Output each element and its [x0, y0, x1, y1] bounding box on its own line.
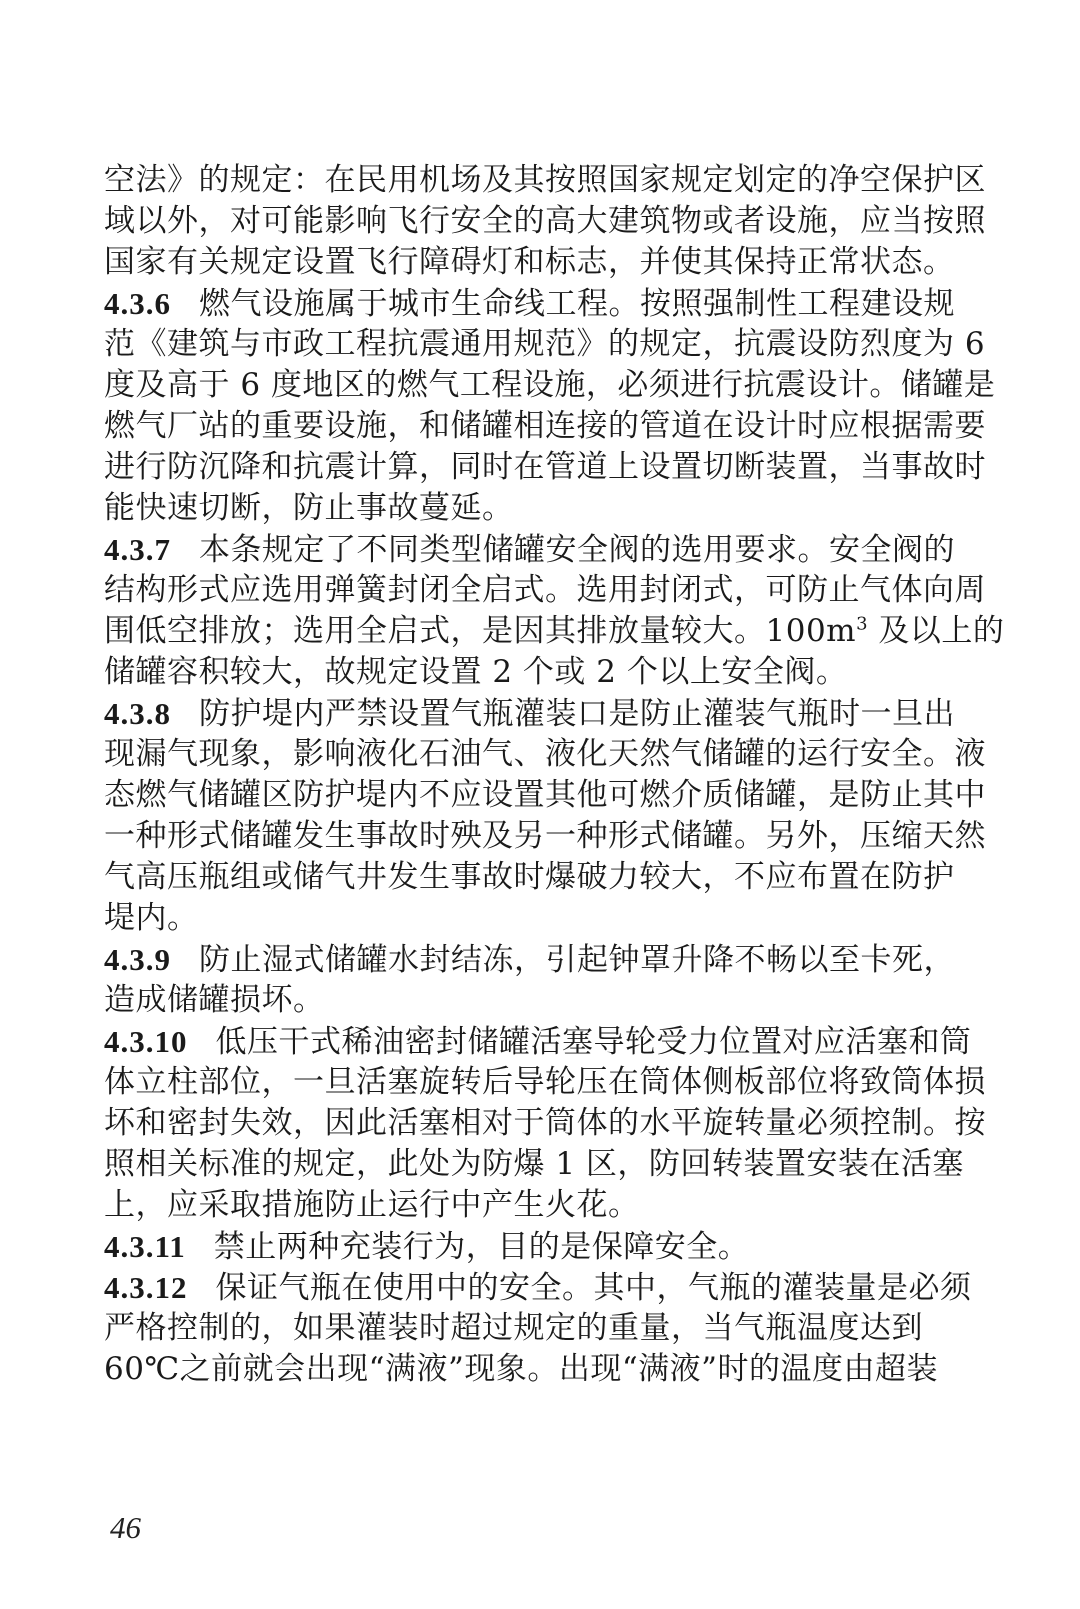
text-line: 体立柱部位，一旦活塞旋转后导轮压在筒体侧板部位将致筒体损 — [104, 1064, 986, 1100]
text-line: 防护堤内严禁设置气瓶灌装口是防止灌装气瓶时一旦出 — [199, 696, 955, 732]
text-line: 气高压瓶组或储气井发生事故时爆破力较大，不应布置在防护 — [104, 859, 955, 895]
text-line: 现漏气现象，影响液化石油气、液化天然气储罐的运行安全。液 — [104, 736, 986, 772]
section-number: 4.3.10 — [104, 1024, 188, 1059]
text-line: 域以外，对可能影响飞行安全的高大建筑物或者设施，应当按照 — [104, 203, 986, 239]
text-line: 低压干式稀油密封储罐活塞导轮受力位置对应活塞和筒 — [215, 1024, 972, 1060]
section-4-3-8-first-line — [104, 693, 955, 734]
superscript: 3 — [856, 613, 869, 635]
text-line: 60℃之前就会出现“满液”现象。出现“满液”时的温度由超装 — [104, 1351, 939, 1387]
section-number: 4.3.6 — [104, 286, 171, 321]
text-line: 燃气设施属于城市生命线工程。按照强制性工程建设规 — [199, 286, 955, 322]
section-number: 4.3.12 — [104, 1270, 188, 1305]
page-number: 46 — [110, 1510, 141, 1545]
text-line-with-superscript — [104, 611, 1005, 652]
section-number: 4.3.11 — [104, 1229, 186, 1264]
text-fragment: 围低空排放；选用全启式，是因其排放量较大。100m — [104, 613, 857, 649]
text-line: 照相关标准的规定，此处为防爆 1 区，防回转装置安装在活塞 — [104, 1146, 964, 1182]
text-line: 范《建筑与市政工程抗震通用规范》的规定，抗震设防烈度为 6 — [104, 326, 986, 362]
section-number: 4.3.8 — [104, 696, 171, 731]
text-line: 严格控制的，如果灌装时超过规定的重量，当气瓶温度达到 — [104, 1310, 923, 1346]
text-line: 国家有关规定设置飞行障碍灯和标志，并使其保持正常状态。 — [104, 244, 955, 280]
page-body — [104, 160, 1005, 1390]
text-line: 态燃气储罐区防护堤内不应设置其他可燃介质储罐，是防止其中 — [104, 777, 986, 813]
text-line: 坏和密封失效，因此活塞相对于筒体的水平旋转量必须控制。按 — [104, 1105, 986, 1141]
text-line: 一种形式储罐发生事故时殃及另一种形式储罐。另外，压缩天然 — [104, 818, 986, 854]
text-line: 燃气厂站的重要设施，和储罐相连接的管道在设计时应根据需要 — [104, 408, 986, 444]
section-4-3-9-first-line — [104, 939, 955, 980]
text-line: 能快速切断，防止事故蔓延。 — [104, 490, 514, 526]
text-line: 进行防沉降和抗震计算，同时在管道上设置切断装置，当事故时 — [104, 449, 986, 485]
text-line: 堤内。 — [104, 900, 199, 936]
text-line: 度及高于 6 度地区的燃气工程设施，必须进行抗震设计。储罐是 — [104, 367, 996, 403]
section-number: 4.3.9 — [104, 942, 171, 977]
text-line: 结构形式应选用弹簧封闭全启式。选用封闭式，可防止气体向周 — [104, 572, 986, 608]
text-line: 储罐容积较大，故规定设置 2 个或 2 个以上安全阀。 — [104, 654, 848, 690]
section-4-3-7-first-line — [104, 529, 955, 570]
text-fragment: 及以上的 — [868, 613, 1005, 649]
text-line: 空法》的规定：在民用机场及其按照国家规定划定的净空保护区 — [104, 162, 986, 198]
section-4-3-10-first-line — [104, 1021, 972, 1062]
text-line: 造成储罐损坏。 — [104, 982, 325, 1018]
text-line: 保证气瓶在使用中的安全。其中，气瓶的灌装量是必须 — [215, 1270, 972, 1306]
section-4-3-6-first-line — [104, 283, 955, 324]
section-number: 4.3.7 — [104, 532, 171, 567]
text-line: 本条规定了不同类型储罐安全阀的选用要求。安全阀的 — [199, 532, 955, 568]
section-4-3-12-first-line — [104, 1267, 972, 1308]
text-line: 防止湿式储罐水封结冻，引起钟罩升降不畅以至卡死， — [199, 942, 955, 978]
text-line: 禁止两种充装行为，目的是保障安全。 — [213, 1229, 750, 1265]
section-4-3-11-first-line — [104, 1226, 922, 1267]
text-line: 上，应采取措施防止运行中产生火花。 — [104, 1187, 640, 1223]
